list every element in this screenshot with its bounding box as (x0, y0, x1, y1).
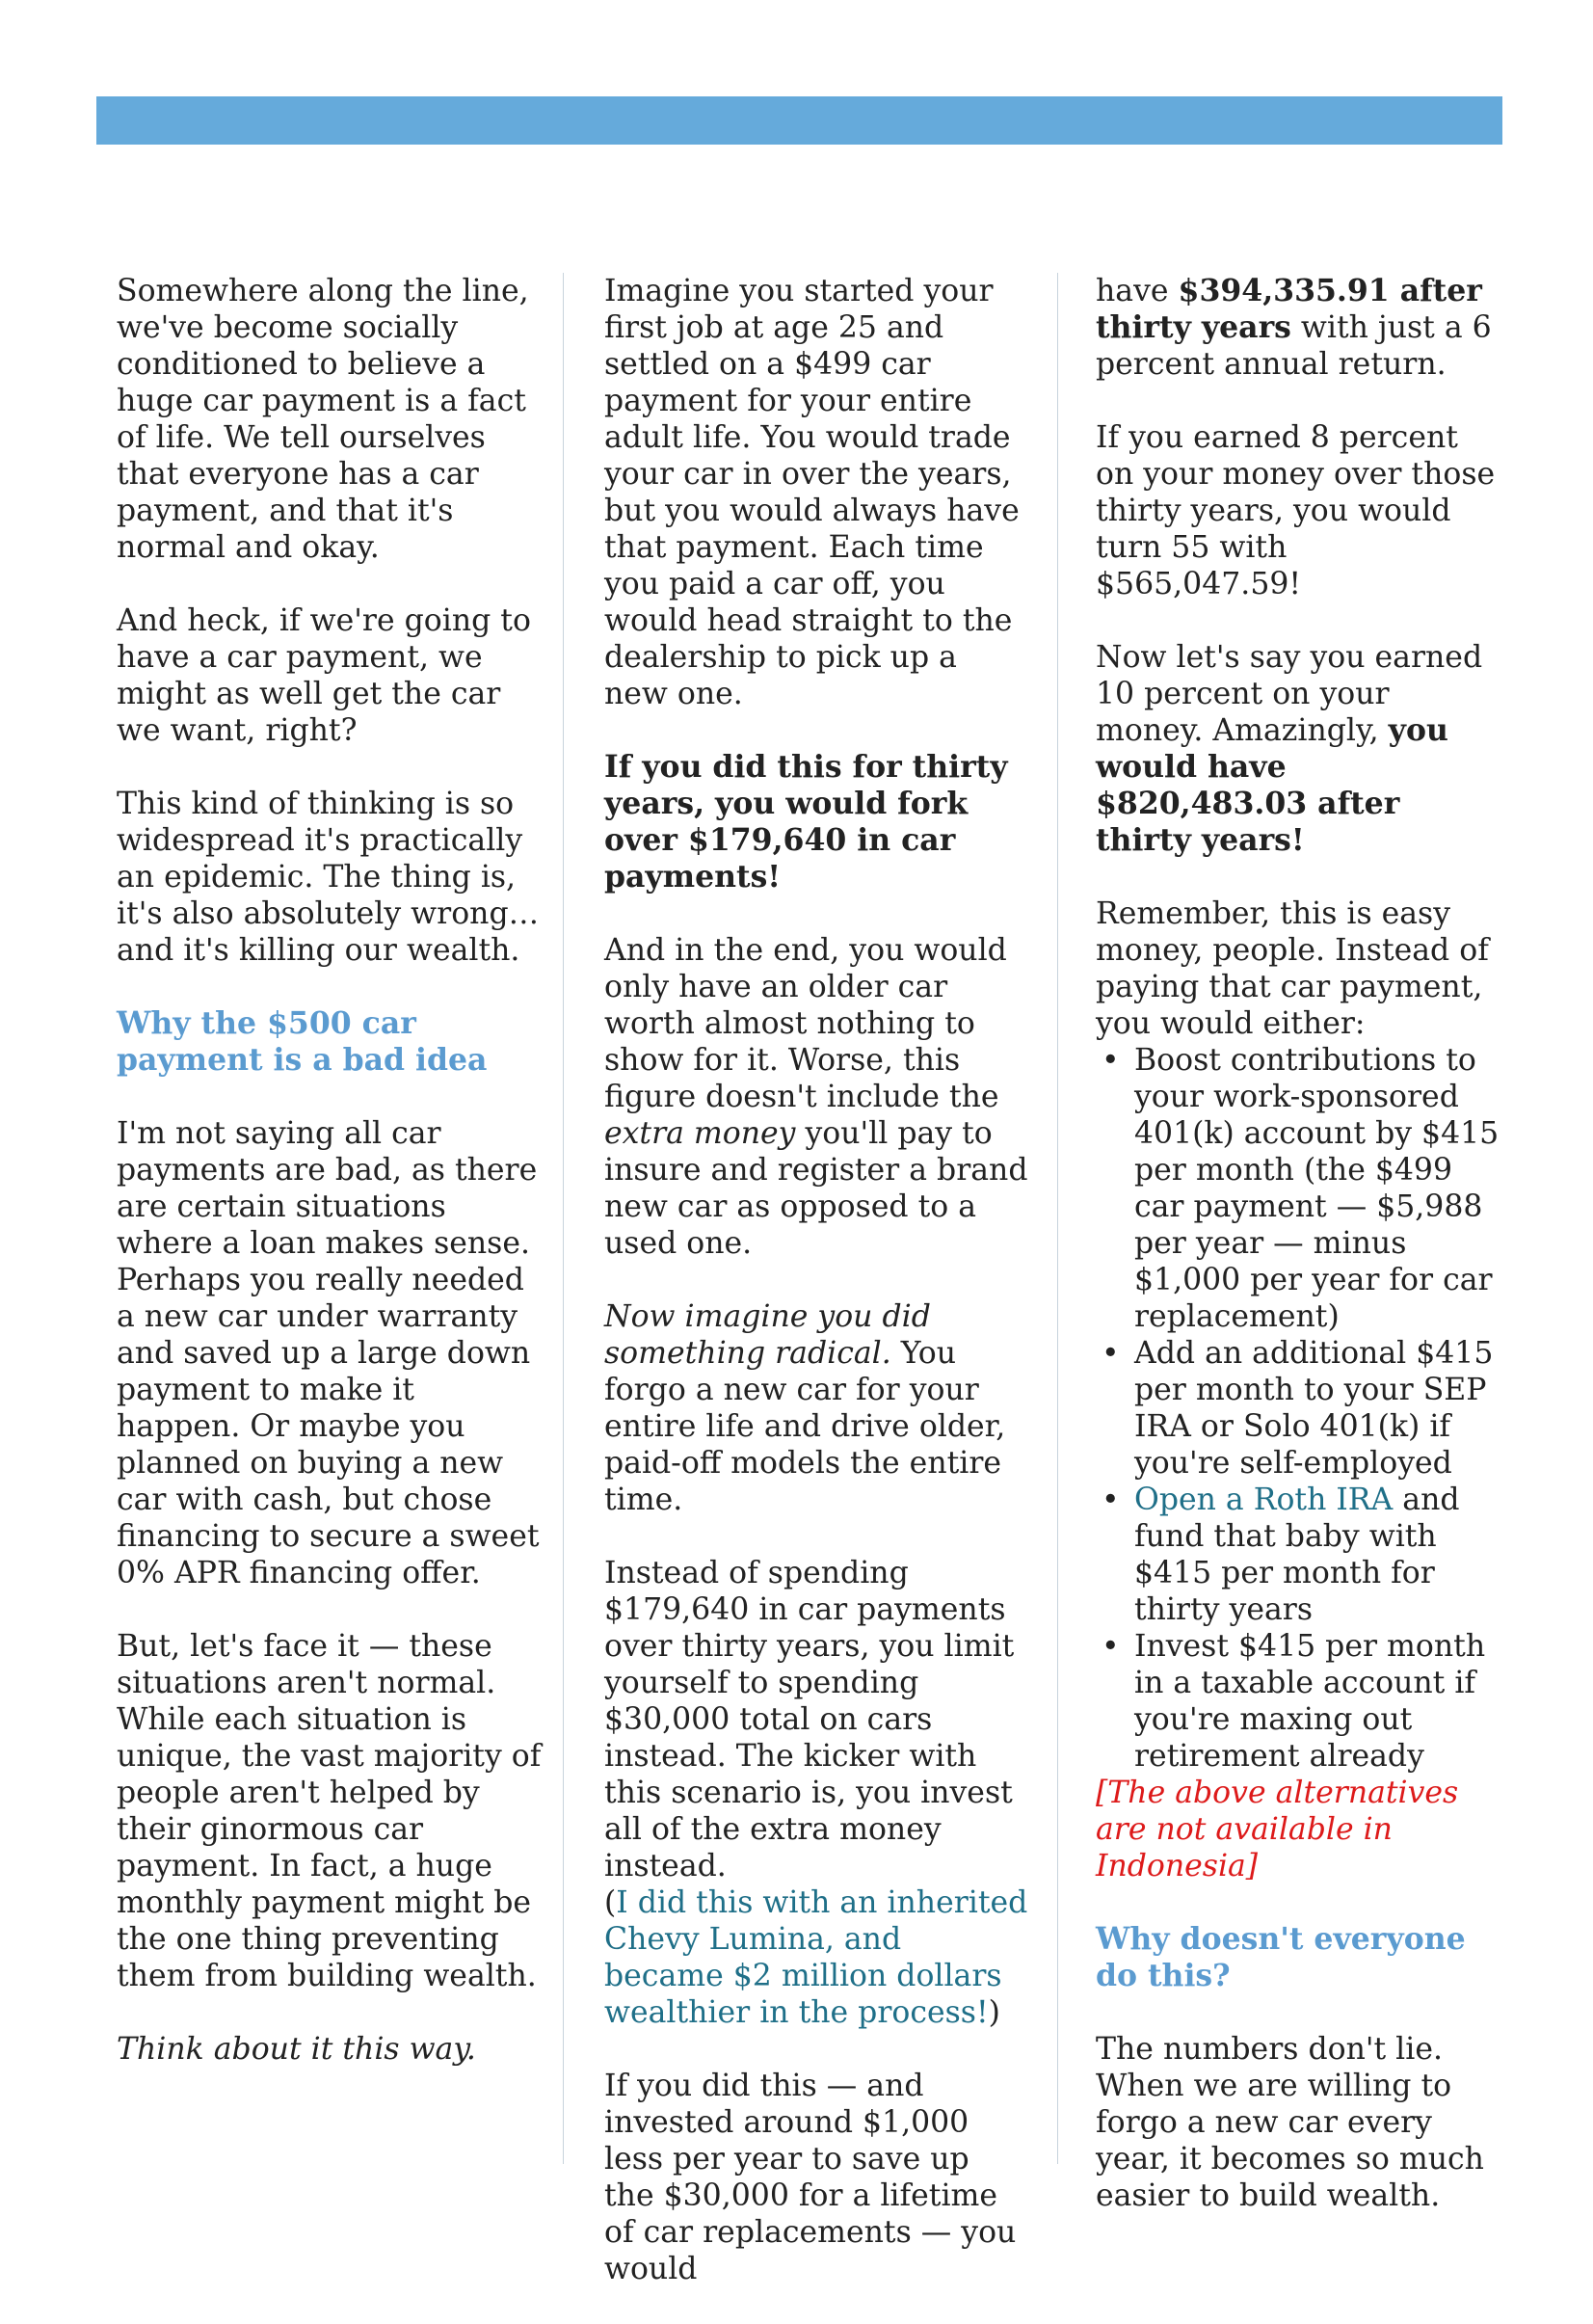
section-heading: Why doesn't everyone do this? (1096, 1921, 1466, 1993)
column-3 (1096, 273, 1500, 2251)
column-1 (117, 273, 545, 2104)
paragraph: Imagine you started your first job at age 25 and settled on a $499 car payment for your entire adult life. You would trade your car in over the years, but you would always have that payment. Each time you paid a car off, you would head straight to the dealership to pick up a new one. (604, 274, 1020, 711)
list-item: • Invest $415 per month in a taxable account if you're maxing out retirement already (1096, 1628, 1500, 1775)
list-item: • Add an additional $415 per month to your SEP IRA or Solo 401(k) if you're self-employed (1096, 1335, 1500, 1482)
roth-ira-link[interactable]: Open a Roth IRA (1134, 1483, 1394, 1517)
italic-text: Think about it this way. (117, 2032, 476, 2067)
header-bar (96, 96, 1502, 145)
column-2 (604, 273, 1028, 2324)
paragraph: If you earned 8 percent on your money over those thirty years, you would turn 55 with $565,047.59! (1096, 420, 1496, 601)
column-divider-1 (563, 273, 564, 2164)
paragraph (604, 1298, 1028, 1518)
text-span: And in the end, you would only have an older car worth almost nothing to show for it. Worse, this figure doesn't include the (604, 933, 1007, 1114)
paragraph: This kind of thinking is so widespread it's practically an epidemic. The thing is, it's also absolutely wrong… and it's killing our wealth. (117, 787, 540, 968)
text-span: you'll pay to insure and register a brand new car as opposed to a used one. (604, 1116, 1028, 1261)
italic-text: extra money (604, 1116, 796, 1151)
bold-text: you would have $820,483.03 after thirty years! (1096, 712, 1448, 858)
text-span: Now let's say you earned 10 percent on your money. Amazingly, (1096, 640, 1483, 748)
paragraph (1096, 273, 1500, 383)
text-span: You forgo a new car for your entire life and drive older, paid-off models the entire time. (604, 1336, 1006, 1517)
bold-callout: If you did this for thirty years, you would fork over $179,640 in car payments! (604, 749, 1008, 895)
text-span: and fund that baby with $415 per month for thirty years (1134, 1483, 1460, 1627)
column-divider-2 (1057, 273, 1058, 2164)
indonesia-note: [The above alternatives are not available in Indonesia] (1096, 1776, 1459, 1883)
text-span: with just a 6 percent annual return. (1096, 310, 1492, 382)
alternatives-list (1096, 1042, 1500, 1775)
lumina-story-link[interactable]: I did this with an inherited Chevy Lumina, and became $2 million dollars wealthier in the process! (604, 1885, 1028, 2030)
paragraph: If you did this — and invested around $1,000 less per year to save up the $30,000 for a lifetime of car replacements — you would (604, 2069, 1017, 2286)
paragraph: And heck, if we're going to have a car payment, we might as well get the car we want, right? (117, 603, 531, 748)
paragraph: Remember, this is easy money, people. Instead of paying that car payment, you would either: (1096, 896, 1489, 1041)
paragraph: But, let's face it — these situations aren't normal. While each situation is unique, the vast majority of people aren't helped by their ginormous car payment. In fact, a huge monthly payment might be the one thing preventing them from building wealth. (117, 1629, 542, 1993)
paragraph (604, 932, 1028, 1262)
text-span: ) (988, 1995, 1000, 2030)
text-span: have (1096, 274, 1179, 308)
text-span: Instead of spending $179,640 in car payments over thirty years, you limit yourself to spending $30,000 total on cars instead. The kicker with this scenario is, you invest all of the extra money instead. (604, 1556, 1015, 1883)
text-span: ( (604, 1885, 617, 1920)
italic-text: Now imagine you did something radical. (604, 1299, 931, 1371)
paragraph: Somewhere along the line, we've become socially conditioned to believe a huge car payment is a fact of life. We tell ourselves that everyone has a car payment, and that it's normal and okay. (117, 274, 529, 565)
paragraph: I'm not saying all car payments are bad, as there are certain situations where a loan makes sense. Perhaps you really needed a new car under warranty and saved up a large down payment to make it happen. Or maybe you planned on buying a new car with cash, but chose financing to secure a sweet 0% APR financing offer. (117, 1116, 540, 1590)
paragraph: The numbers don't lie. When we are willing to forgo a new car every year, it becomes so much easier to build wealth. (1096, 2032, 1484, 2213)
list-item: • Boost contributions to your work-sponsored 401(k) account by $415 per month (the $499 car payment — $5,988 per year — minus $1,000 per year for car replacement) (1096, 1042, 1500, 1335)
paragraph (1096, 639, 1500, 859)
section-heading: Why the $500 car payment is a bad idea (117, 1005, 488, 1078)
list-item (1096, 1482, 1500, 1628)
bold-text: $394,335.91 after thirty years (1096, 273, 1482, 345)
paragraph (117, 2031, 545, 2068)
paragraph (604, 1555, 1028, 2031)
alternatives-block (1096, 895, 1500, 1884)
